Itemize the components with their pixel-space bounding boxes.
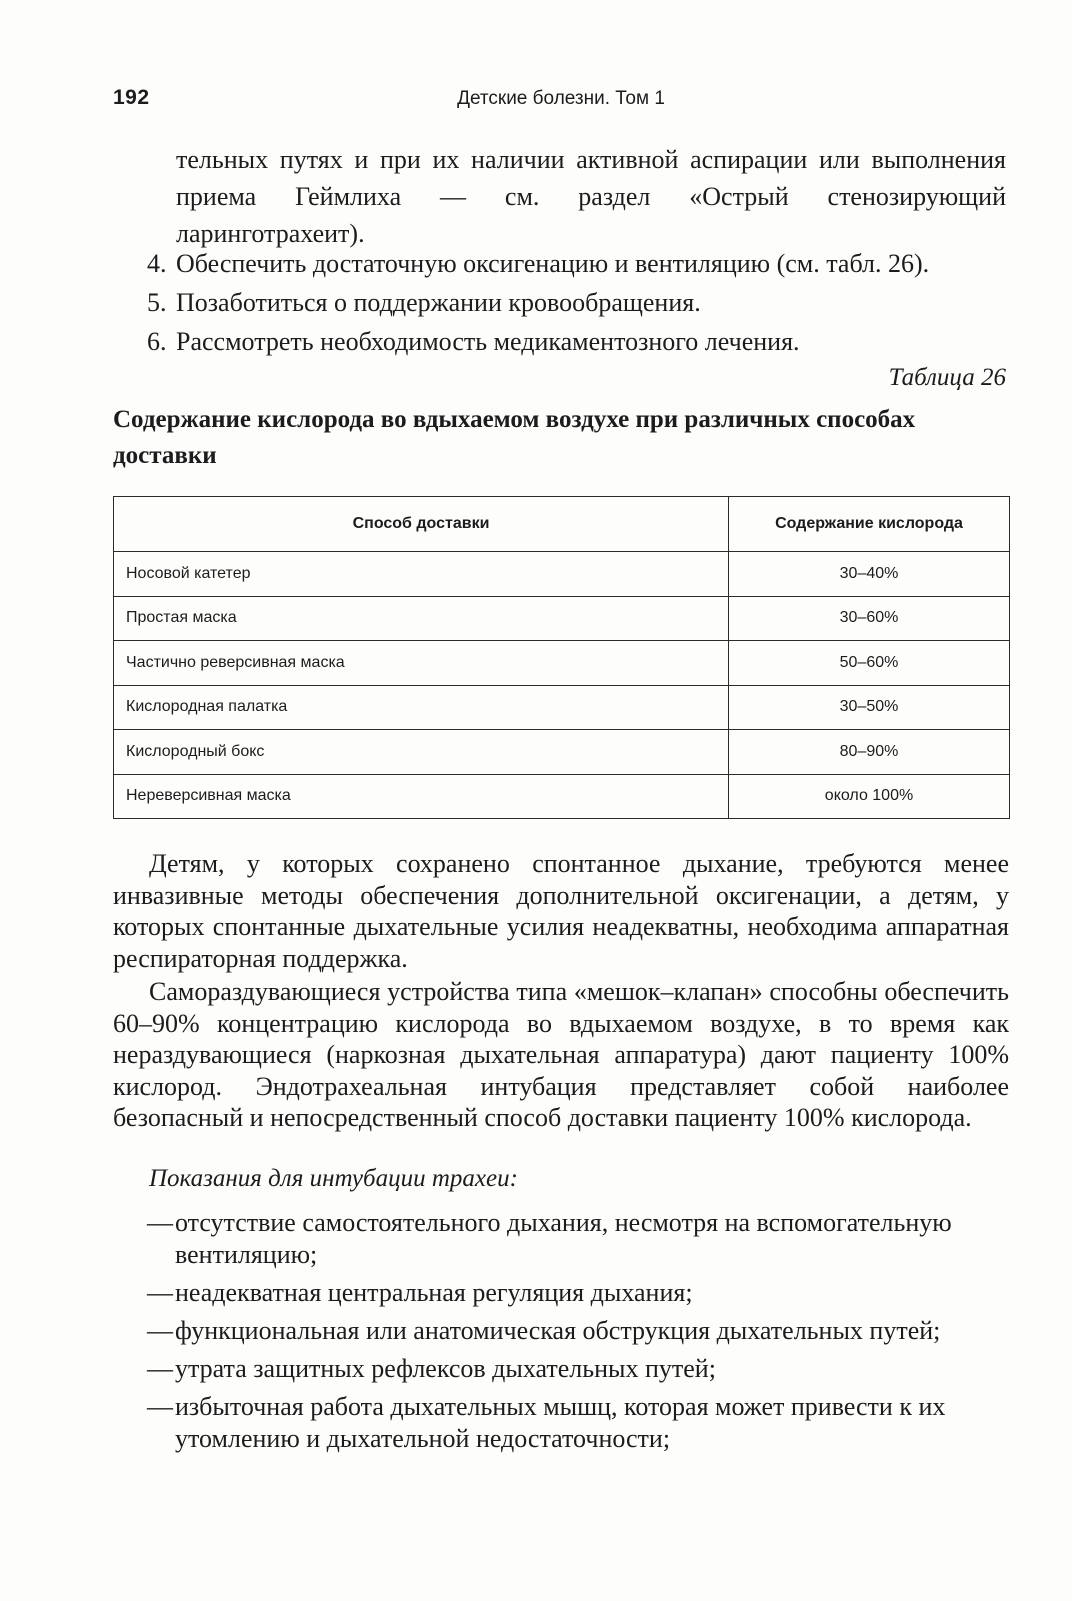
method-cell: Кислородный бокс	[114, 730, 729, 775]
oxygen-cell: 30–60%	[729, 596, 1010, 641]
running-head	[113, 86, 1009, 118]
dash-marker: —	[147, 1208, 173, 1237]
dash-marker: —	[147, 1316, 173, 1345]
table-number: Таблица 26	[888, 364, 1006, 391]
numbered-steps	[147, 245, 1017, 362]
method-cell: Частично реверсивная маска	[114, 641, 729, 686]
list-item-number: 4.	[147, 249, 167, 278]
table-row	[114, 552, 1010, 597]
column-header-method: Способ доставки	[114, 497, 729, 552]
list-item	[147, 1207, 1017, 1271]
dash-marker: —	[147, 1392, 173, 1421]
indications-heading: Показания для интубации трахеи:	[149, 1165, 518, 1192]
indications-list	[147, 1207, 1017, 1461]
method-cell: Простая маска	[114, 596, 729, 641]
list-item	[147, 1315, 1017, 1347]
oxygen-cell: 30–50%	[729, 685, 1010, 730]
oxygen-cell: 80–90%	[729, 730, 1010, 775]
table-row	[114, 596, 1010, 641]
list-item-text: утрата защитных рефлексов дыхательных путей;	[175, 1354, 716, 1383]
book-title: Детские болезни. Том 1	[457, 88, 665, 109]
table-row	[114, 685, 1010, 730]
oxygen-delivery-table	[113, 496, 1010, 819]
list-item-text: неадекватная центральная регуляция дыхания;	[175, 1278, 693, 1307]
dash-marker: —	[147, 1278, 173, 1307]
table-row	[114, 774, 1010, 819]
table-title: Содержание кислорода во вдыхаемом воздухе при различных способах доставки	[113, 406, 916, 469]
list-item-text: функциональная или анатомическая обструкция дыхательных путей;	[175, 1316, 941, 1345]
continuation-paragraph: тельных путях и при их наличии активной аспирации или выполнения приема Геймлиха — см. раздел «Острый стенозирующий ларинготрахеит).	[176, 145, 1006, 248]
table-row	[114, 730, 1010, 775]
list-item	[147, 245, 1017, 282]
oxygen-cell: 50–60%	[729, 641, 1010, 686]
list-item-text: Обеспечить достаточную оксигенацию и вентиляцию (см. табл. 26).	[176, 249, 930, 278]
table-header-row	[114, 497, 1010, 552]
list-item-text: Рассмотреть необходимость медикаментозного лечения.	[176, 327, 800, 356]
list-item	[147, 1391, 1017, 1455]
list-item-number: 5.	[147, 288, 167, 317]
list-item	[147, 284, 1017, 321]
list-item	[147, 323, 1017, 360]
list-item-text: Позаботиться о поддержании кровообращения.	[176, 288, 701, 317]
table-row	[114, 641, 1010, 686]
body-paragraph: Детям, у которых сохранено спонтанное дыхание, требуются менее инвазивные методы обеспечения дополнительной оксигенации, а детям, у которых спонтанные дыхательные усилия неадекватны, необходима аппаратная респираторная поддержка.	[113, 849, 1009, 973]
list-item	[147, 1277, 1017, 1309]
method-cell: Нереверсивная маска	[114, 774, 729, 819]
list-item-text: избыточная работа дыхательных мышц, которая может привести к их утомлению и дыхательной недостаточности;	[175, 1392, 946, 1453]
page-number: 192	[113, 86, 150, 109]
method-cell: Носовой катетер	[114, 552, 729, 597]
oxygen-cell: около 100%	[729, 774, 1010, 819]
list-item-number: 6.	[147, 327, 167, 356]
method-cell: Кислородная палатка	[114, 685, 729, 730]
list-item-text: отсутствие самостоятельного дыхания, несмотря на вспомогательную вентиляцию;	[175, 1208, 952, 1269]
oxygen-cell: 30–40%	[729, 552, 1010, 597]
dash-marker: —	[147, 1354, 173, 1383]
body-paragraph: Самораздувающиеся устройства типа «мешок–клапан» способны обеспечить 60–90% концентрацию кислорода во вдыхаемом воздухе, в то время как нераздувающиеся (наркозная дыхательная аппаратура) дают пациенту 100% кислород. Эндотрахеальная интубация представляет собой наиболее безопасный и непосредственный способ доставки пациенту 100% кислорода.	[113, 977, 1009, 1132]
list-item	[147, 1353, 1017, 1385]
column-header-oxygen: Содержание кислорода	[729, 497, 1010, 552]
